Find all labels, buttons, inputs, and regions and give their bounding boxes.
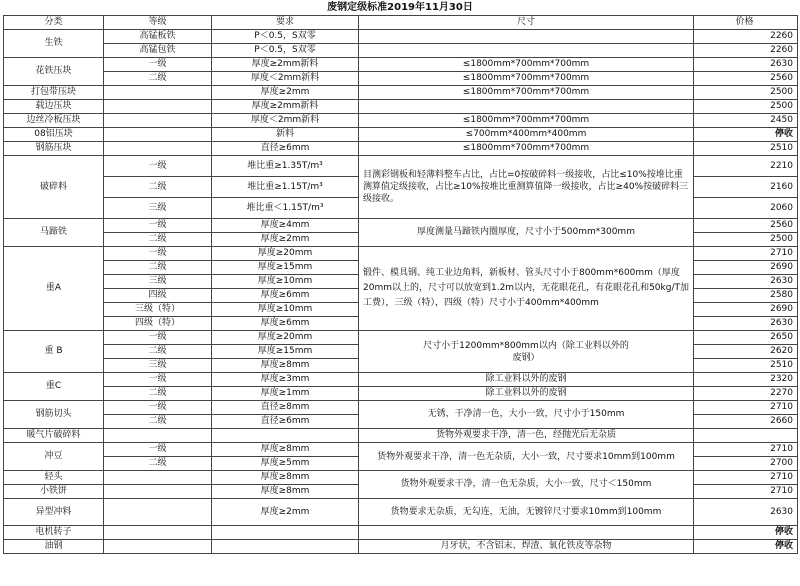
size-cell: 货物要求无杂质，无勾连，无油，无镀锌尺寸要求10mm到100mm [359,499,694,526]
price-cell: 2690 [694,261,798,275]
requirement-cell [212,540,359,554]
grade-cell: 二级 [104,177,212,198]
requirement-cell: 厚度≥2mm [212,233,359,247]
grade-cell [104,499,212,526]
requirement-cell: 厚度≥6mm [212,289,359,303]
header-price: 价格 [694,16,798,30]
price-cell: 2560 [694,72,798,86]
category-cell: 小铁饼 [4,485,104,499]
requirement-cell: 厚度≥15mm [212,261,359,275]
grade-cell: 一级 [104,219,212,233]
category-cell: 载边压块 [4,100,104,114]
category-cell: 重A [4,247,104,331]
requirement-cell: 新料 [212,128,359,142]
grade-cell [104,128,212,142]
table-row [4,387,798,401]
category-cell: 轻头 [4,471,104,485]
table-row [4,86,798,100]
table-row [4,100,798,114]
category-cell: 破碎料 [4,156,104,219]
page-title: 废钢定级标准2019年11月30日 [327,2,473,13]
table-row [4,331,798,345]
price-cell: 2710 [694,443,798,457]
requirement-cell: 厚度≥20mm [212,247,359,261]
requirement-cell [212,429,359,443]
grade-cell: 一级 [104,58,212,72]
price-cell: 2260 [694,30,798,44]
price-cell: 停收 [694,128,798,142]
requirement-cell: 堆比重≥1.35T/m³ [212,156,359,177]
size-cell: 货物外观要求干净，清一色无杂质，大小一致，尺寸要求10mm到100mm [359,443,694,471]
table-row [4,219,798,233]
requirement-cell: 厚度＜2mm新料 [212,72,359,86]
table-row [4,373,798,387]
requirement-cell: 厚度≥1mm [212,387,359,401]
header-category: 分类 [4,16,104,30]
price-cell: 停收 [694,540,798,554]
grade-cell [104,114,212,128]
size-cell: ≤1800mm*700mm*700mm [359,114,694,128]
category-cell: 重 B [4,331,104,373]
header-requirement: 要求 [212,16,359,30]
category-cell: 生铁 [4,30,104,58]
grade-cell: 二级 [104,415,212,429]
grade-cell: 四级（特） [104,317,212,331]
requirement-cell: 厚度≥20mm [212,331,359,345]
requirement-cell: 厚度≥2mm [212,86,359,100]
requirement-cell: 厚度≥2mm [212,499,359,526]
price-cell: 2320 [694,373,798,387]
size-cell: ≤1800mm*700mm*700mm [359,58,694,72]
category-cell: 马蹄铁 [4,219,104,247]
price-cell: 2710 [694,247,798,261]
grade-cell [104,100,212,114]
table-row [4,44,798,58]
category-cell: 钢筋切头 [4,401,104,429]
category-cell: 冲豆 [4,443,104,471]
grade-cell: 一级 [104,401,212,415]
grade-cell: 一级 [104,156,212,177]
grade-cell [104,471,212,485]
requirement-cell: 厚度≥8mm [212,485,359,499]
table-row [4,72,798,86]
table-row [4,443,798,457]
header-grade: 等级 [104,16,212,30]
requirement-cell: 厚度≥15mm [212,345,359,359]
price-cell: 2500 [694,233,798,247]
grade-cell: 四级 [104,289,212,303]
requirement-cell: 堆比重＜1.15T/m³ [212,198,359,219]
price-cell: 2160 [694,177,798,198]
table-row [4,540,798,554]
size-cell: 厚度测量马蹄铁内圈厚度，尺寸小于500mm*300mm [359,219,694,247]
grading-table [3,15,798,554]
grade-cell: 高锰板铁 [104,30,212,44]
price-cell: 2710 [694,485,798,499]
grade-cell: 三级 [104,275,212,289]
table-row [4,247,798,261]
size-cell [359,30,694,44]
requirement-cell: 厚度≥2mm新料 [212,58,359,72]
header-size: 尺寸 [359,16,694,30]
category-cell: 异型冲料 [4,499,104,526]
price-cell: 2630 [694,58,798,72]
price-cell: 2500 [694,100,798,114]
table-row [4,499,798,526]
price-cell: 2210 [694,156,798,177]
table-row [4,58,798,72]
table-row [4,114,798,128]
grade-cell: 二级 [104,261,212,275]
size-cell: 月牙状，不含铝末、焊渣、氧化铁皮等杂物 [359,540,694,554]
requirement-cell: 厚度≥2mm新料 [212,100,359,114]
requirement-cell: 厚度≥8mm [212,471,359,485]
category-cell: 打包带压块 [4,86,104,100]
table-row [4,128,798,142]
category-cell: 电机转子 [4,526,104,540]
category-cell: 钢筋压块 [4,142,104,156]
price-cell: 2710 [694,401,798,415]
requirement-cell: 直径≥6mm [212,415,359,429]
price-cell: 2560 [694,219,798,233]
requirement-cell: 厚度＜2mm新料 [212,114,359,128]
requirement-cell: 直径≥8mm [212,401,359,415]
price-cell: 2650 [694,331,798,345]
price-cell: 2060 [694,198,798,219]
price-cell: 2510 [694,359,798,373]
grade-cell [104,485,212,499]
price-cell: 2270 [694,387,798,401]
category-cell: 暖气片破碎料 [4,429,104,443]
requirement-cell: 厚度≥10mm [212,275,359,289]
grade-cell [104,86,212,100]
requirement-cell: 厚度≥8mm [212,359,359,373]
size-cell [359,44,694,58]
grade-cell: 二级 [104,72,212,86]
grade-cell [104,540,212,554]
table-row [4,471,798,485]
price-cell: 2260 [694,44,798,58]
requirement-cell: 厚度≥4mm [212,219,359,233]
grade-cell: 一级 [104,331,212,345]
grade-cell: 一级 [104,373,212,387]
price-cell: 2580 [694,289,798,303]
price-cell: 2510 [694,142,798,156]
table-row [4,142,798,156]
table-header-row [4,16,798,30]
requirement-cell: 直径≥6mm [212,142,359,156]
grade-cell [104,142,212,156]
price-cell: 2710 [694,471,798,485]
size-cell: 目测彩钢板和轻薄料整车占比，占比=0按破碎料一级接收，占比≤10%按堆比重测算值定级接收，占比≥10%按堆比重测算值降一级接收，占比≥40%按破碎料三级接收。 [359,156,694,219]
price-cell: 2660 [694,415,798,429]
requirement-cell [212,526,359,540]
size-cell [359,526,694,540]
grade-cell: 高锰包铁 [104,44,212,58]
grade-cell: 三级（特） [104,303,212,317]
requirement-cell: P＜0.5，S双零 [212,44,359,58]
grade-cell: 二级 [104,233,212,247]
price-cell: 停收 [694,526,798,540]
table-row [4,156,798,177]
category-cell: 重C [4,373,104,401]
size-cell: 除工业料以外的废钢 [359,387,694,401]
requirement-cell: 厚度≥10mm [212,303,359,317]
table-row [4,429,798,443]
grade-cell: 一级 [104,443,212,457]
price-cell: 2450 [694,114,798,128]
price-cell: 2700 [694,457,798,471]
size-cell: 除工业料以外的废钢 [359,373,694,387]
size-cell: 货物外观要求干净，清一色，经抛光后无杂质 [359,429,694,443]
grade-cell: 二级 [104,387,212,401]
size-cell: 无锈，干净清一色，大小一致，尺寸小于150mm [359,401,694,429]
price-cell: 2500 [694,86,798,100]
requirement-cell: 厚度≥5mm [212,457,359,471]
grade-cell: 二级 [104,457,212,471]
price-cell: 2630 [694,317,798,331]
price-cell: 2620 [694,345,798,359]
category-cell: 边丝冷板压块 [4,114,104,128]
requirement-cell: 堆比重≥1.15T/m³ [212,177,359,198]
size-cell: ≤1800mm*700mm*700mm [359,72,694,86]
table-row [4,30,798,44]
requirement-cell: P＜0.5，S双零 [212,30,359,44]
table-row [4,401,798,415]
grade-cell: 二级 [104,345,212,359]
price-cell: 2630 [694,499,798,526]
table-row [4,526,798,540]
size-cell: ≤700mm*400mm*400mm [359,128,694,142]
grade-cell: 一级 [104,247,212,261]
size-cell: 锻件、模具钢、纯工业边角料，新板材、管头尺寸小于800mm*600mm（厚度20mm以上的，尺寸可以放宽到1.2m以内，无花眼花孔，有花眼花孔和50kg/T加工费），三级（特），四级（特）尺寸小于400mm*400mm [359,247,694,331]
size-cell: 尺寸小于1200mm*800mm以内（除工业料以外的废钢） [359,331,694,373]
requirement-cell: 厚度≥8mm [212,443,359,457]
grade-cell [104,526,212,540]
category-cell: 油钢 [4,540,104,554]
price-cell [694,429,798,443]
size-cell: ≤1800mm*700mm*700mm [359,142,694,156]
size-cell: 货物外观要求干净，清一色无杂质，大小一致，尺寸＜150mm [359,471,694,499]
size-cell [359,100,694,114]
requirement-cell: 厚度≥6mm [212,317,359,331]
grade-cell: 三级 [104,359,212,373]
size-cell: ≤1800mm*700mm*700mm [359,86,694,100]
requirement-cell: 厚度≥3mm [212,373,359,387]
price-cell: 2630 [694,275,798,289]
price-cell: 2690 [694,303,798,317]
category-cell: 08铝压块 [4,128,104,142]
grade-cell: 三级 [104,198,212,219]
category-cell: 花铁压块 [4,58,104,86]
grade-cell [104,429,212,443]
